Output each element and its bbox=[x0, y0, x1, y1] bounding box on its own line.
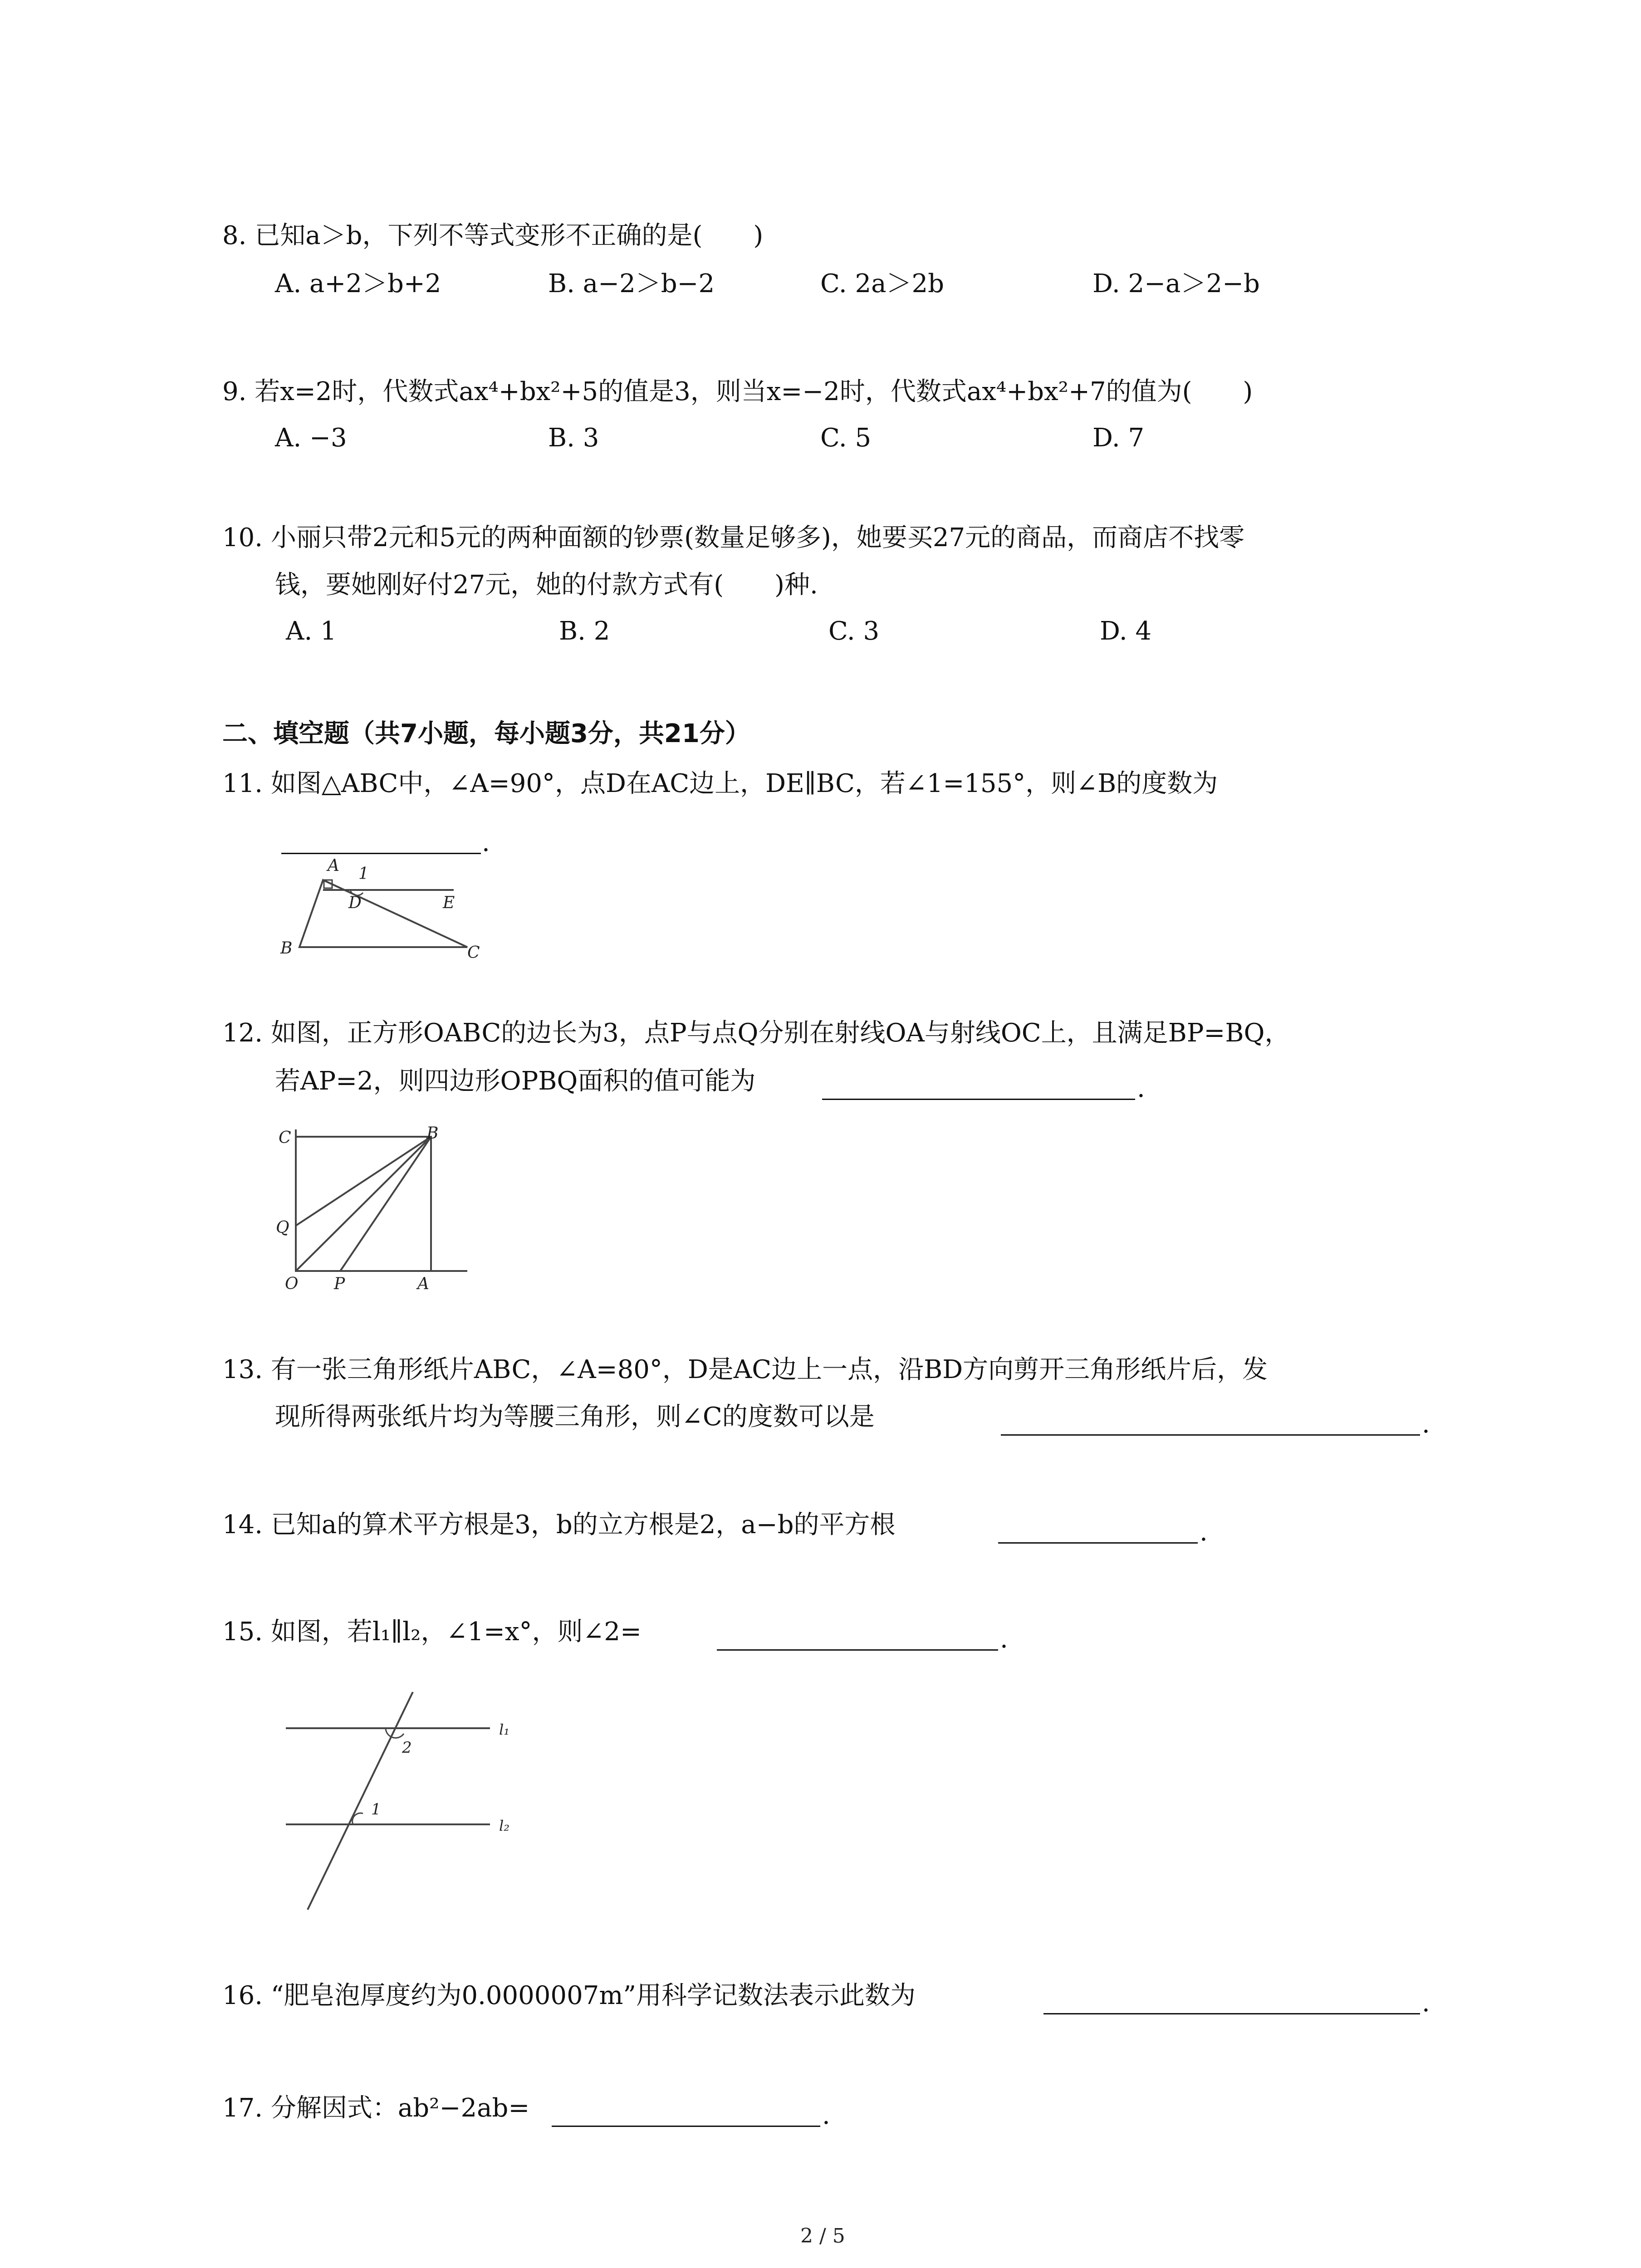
q15-period: . bbox=[1000, 1624, 1008, 1654]
q9-option-c: C. 5 bbox=[820, 423, 872, 453]
q11-label-c: C bbox=[467, 943, 480, 962]
q12-label-b: B bbox=[426, 1124, 439, 1143]
q10-stem-line2: 钱，要她刚好付27元，她的付款方式有( )种. bbox=[275, 570, 818, 600]
section-2-title: 二、填空题（共7小题，每小题3分，共21分） bbox=[222, 719, 750, 748]
q12-label-p: P bbox=[334, 1275, 345, 1293]
q14-stem: 14. 已知a的算术平方根是3，b的立方根是2，a−b的平方根 bbox=[222, 1510, 896, 1540]
q8-option-c: C. 2a＞2b bbox=[820, 269, 944, 298]
q10-option-d: D. 4 bbox=[1100, 616, 1152, 646]
q16-answer-blank bbox=[1043, 2013, 1420, 2014]
q13-stem-line1: 13. 有一张三角形纸片ABC，∠A=80°，D是AC边上一点，沿BD方向剪开三角形纸片后，发 bbox=[222, 1355, 1268, 1384]
q12-period: . bbox=[1137, 1074, 1145, 1103]
q15-stem: 15. 如图，若l₁∥l₂，∠1=x°，则∠2= bbox=[222, 1617, 642, 1647]
q15-label-l1: l₁ bbox=[499, 1721, 510, 1738]
q13-period: . bbox=[1422, 1409, 1430, 1439]
q12-label-q: Q bbox=[276, 1218, 289, 1237]
q11-period: . bbox=[482, 828, 490, 857]
q15-label-1: 1 bbox=[371, 1800, 381, 1818]
q9-stem: 9. 若x=2时，代数式ax⁴+bx²+5的值是3，则当x=−2时，代数式ax⁴+bx²+7的值为( ) bbox=[222, 377, 1253, 406]
q10-stem-line1: 10. 小丽只带2元和5元的两种面额的钞票(数量足够多)，她要买27元的商品，而商店不找零 bbox=[222, 523, 1245, 552]
q14-period: . bbox=[1200, 1517, 1208, 1547]
q13-answer-blank bbox=[1001, 1434, 1420, 1436]
q11-label-e: E bbox=[443, 894, 455, 912]
q15-label-2: 2 bbox=[402, 1739, 412, 1757]
q14-answer-blank bbox=[998, 1542, 1198, 1544]
q12-stem-line1: 12. 如图，正方形OABC的边长为3，点P与点Q分别在射线OA与射线OC上，且满足BP=BQ， bbox=[222, 1018, 1290, 1048]
q12-label-c: C bbox=[279, 1129, 291, 1147]
q15-label-l2: l₂ bbox=[499, 1817, 510, 1834]
q12-answer-blank bbox=[822, 1099, 1135, 1100]
q11-figure bbox=[272, 853, 508, 962]
q10-option-b: B. 2 bbox=[559, 616, 610, 646]
q12-stem-line2: 若AP=2，则四边形OPBQ面积的值可能为 bbox=[275, 1066, 756, 1096]
q13-stem-line2: 现所得两张纸片均为等腰三角形，则∠C的度数可以是 bbox=[275, 1402, 875, 1432]
q11-label-1: 1 bbox=[358, 865, 369, 883]
q12-label-o: O bbox=[285, 1275, 299, 1293]
q10-option-a: A. 1 bbox=[286, 616, 337, 646]
q8-stem: 8. 已知a＞b，下列不等式变形不正确的是( ) bbox=[222, 221, 764, 250]
q9-option-d: D. 7 bbox=[1092, 423, 1145, 453]
q15-figure bbox=[272, 1692, 526, 1928]
q11-label-b: B bbox=[280, 939, 293, 958]
q12-label-a: A bbox=[417, 1275, 429, 1293]
q9-option-a: A. −3 bbox=[275, 423, 347, 453]
q8-option-a: A. a+2＞b+2 bbox=[275, 269, 441, 298]
q11-label-d: D bbox=[348, 894, 362, 912]
q16-period: . bbox=[1422, 1988, 1430, 2018]
q17-period: . bbox=[822, 2101, 830, 2130]
q16-stem: 16. “肥皂泡厚度约为0.0000007m”用科学记数法表示此数为 bbox=[222, 1981, 916, 2010]
q15-answer-blank bbox=[717, 1649, 998, 1651]
q9-option-b: B. 3 bbox=[548, 423, 599, 453]
q11-stem: 11. 如图△ABC中，∠A=90°，点D在AC边上，DE∥BC，若∠1=155°，则∠B的度数为 bbox=[222, 769, 1218, 798]
q17-stem: 17. 分解因式：ab²−2ab= bbox=[222, 2093, 530, 2123]
q8-option-b: B. a−2＞b−2 bbox=[548, 269, 715, 298]
q10-option-c: C. 3 bbox=[828, 616, 880, 646]
q11-label-a: A bbox=[328, 856, 339, 875]
q17-answer-blank bbox=[552, 2126, 820, 2127]
page-number: 2 / 5 bbox=[800, 2224, 845, 2248]
q8-option-d: D. 2−a＞2−b bbox=[1092, 269, 1260, 298]
q12-figure bbox=[272, 1120, 481, 1293]
